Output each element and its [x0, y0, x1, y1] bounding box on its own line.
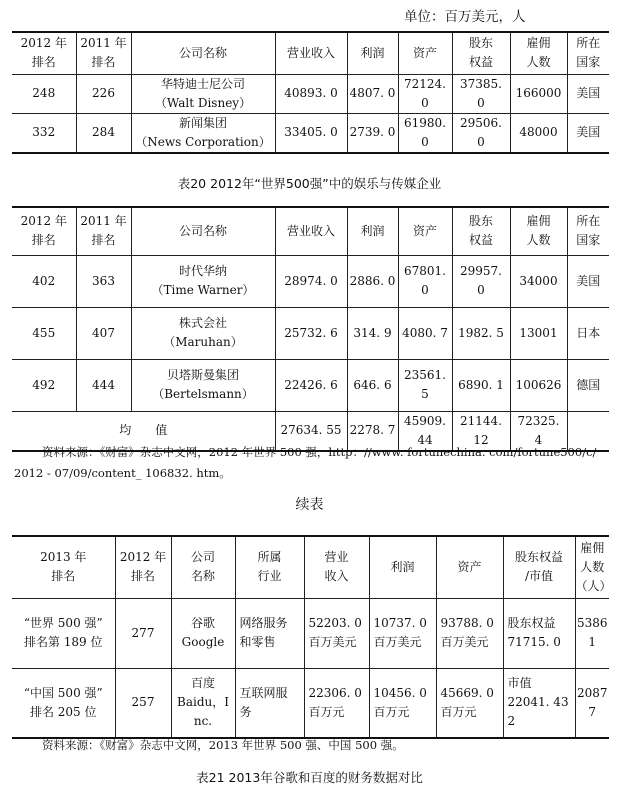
table-row: 492 444 贝塔斯曼集团 （Bertelsmann） 22426. 6 646. 6 23561. 5 6890. 1 100626 德国	[12, 359, 609, 411]
table-google-baidu-2013	[12, 535, 612, 739]
table-header-row: 2012 年 排名 2011 年 排名 公司名称 营业收入 利润 资产 股东 权益 雇佣 人数 所在 国家	[12, 32, 609, 74]
continued-label: 续表	[295, 497, 324, 513]
table-average-row: 均 值 27634. 55 2278. 7 45909. 44 21144. 12 72325. 4	[12, 411, 609, 451]
table-row: 455 407 株式会社 （Maruhan） 25732. 6 314. 9 4080. 7 1982. 5 13001 日本	[12, 307, 609, 359]
source-note-2012-cont: 2012 - 07/09/content_ 106832. htm。	[14, 466, 231, 480]
unit-label: 单位：百万美元，人	[404, 9, 526, 25]
table-row: “世界 500 强” 排名第 189 位 277 谷歌 Google 网络服务 和零售 52203. 0 百万美元 10737. 0 百万美元 93788. 0 百万美元 股东权益 71715. 0 53861	[12, 598, 609, 668]
table-caption-21: 表21 2013年谷歌和百度的财务数据对比	[196, 770, 423, 785]
table-header-row: 2012 年 排名 2011 年 排名 公司名称 营业收入 利润 资产 股东 权益 雇佣 人数 所在 国家	[12, 207, 609, 255]
table-entertainment-2012-part2	[12, 206, 609, 452]
table-row: 332 284 新闻集团 （News Corporation） 33405. 0 2739. 0 61980. 0 29506. 0 48000 美国	[12, 113, 609, 153]
source-note-2012: 资料来源：《财富》杂志中文网，2012 年世界 500 强，http：//www. fortunechina. com/fortune500/c/	[42, 445, 597, 459]
table-caption-20: 表20 2012年“世界500强”中的娱乐与传媒企业	[177, 176, 442, 191]
table-row: 248 226 华特迪士尼公司 （Walt Disney） 40893. 0 4807. 0 72124. 0 37385. 0 166000 美国	[12, 74, 609, 113]
table-row: “中国 500 强” 排名 205 位 257 百度 Baidu，Inc. 互联网服 务 22306. 0 百万元 10456. 0 百万元 45669. 0 百万元 市值 22041. 432 20877	[12, 668, 609, 738]
table-row: 402 363 时代华纳 （Time Warner） 28974. 0 2886. 0 67801. 0 29957. 0 34000 美国	[12, 255, 609, 307]
table-entertainment-2012-part1	[12, 31, 609, 154]
source-note-2013: 资料来源：《财富》杂志中文网，2013 年世界 500 强、中国 500 强。	[42, 738, 404, 752]
table-header-row: 2013 年 排名 2012 年 排名 公司 名称 所属 行业 营业 收入 利润 资产 股东权益 /市值 雇佣 人数 （人）	[12, 536, 609, 598]
